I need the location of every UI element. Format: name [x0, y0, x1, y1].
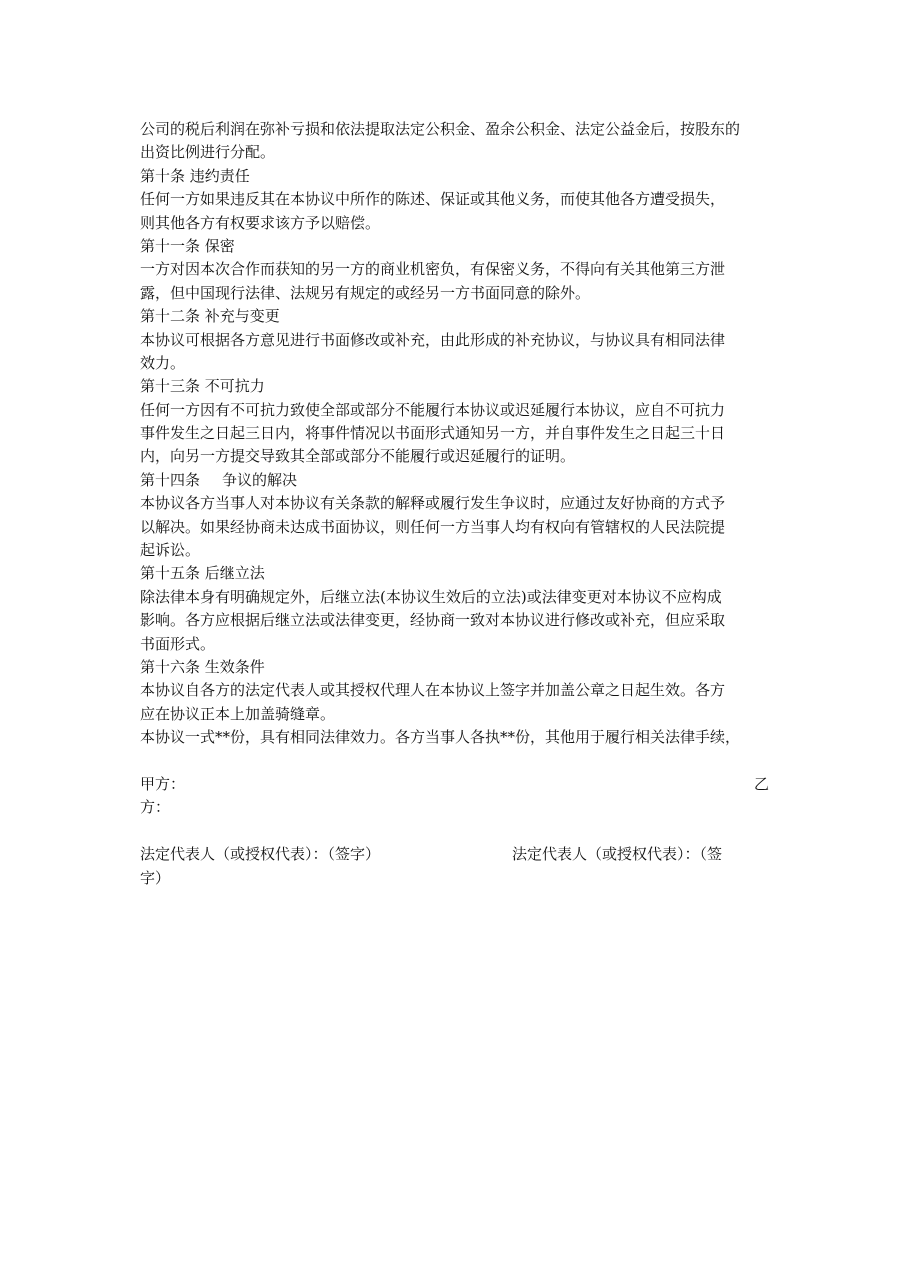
- text-line: 以解决。如果经协商未达成书面协议，则任何一方当事人均有权向有管辖权的人民法院提: [140, 517, 726, 536]
- party-a-label: 甲方：: [140, 774, 186, 793]
- text-line: 第十条 违约责任: [140, 166, 250, 185]
- text-line: 一方对因本次合作而获知的另一方的商业机密负，有保密义务，不得向有关其他第三方泄: [140, 260, 726, 279]
- text-line: 出资比例进行分配。: [140, 143, 276, 162]
- text-line: 起诉讼。: [140, 541, 201, 560]
- party-b-representative-signature: 法定代表人（或授权代表）：（签: [512, 845, 723, 864]
- text-line: 本协议可根据各方意见进行书面修改或补充，由此形成的补充协议，与协议具有相同法律: [140, 330, 726, 349]
- representative-row: [140, 843, 780, 866]
- party-b-label-rest: 方：: [140, 798, 171, 817]
- text-line: 任何一方因有不可抗力致使全部或部分不能履行本协议或迟延履行本协议，应自不可抗力: [140, 400, 726, 419]
- text-line: 影响。各方应根据后继立法或法律变更，经协商一致对本协议进行修改或补充，但应采取: [140, 611, 726, 630]
- clauses-top: [140, 118, 780, 469]
- party-b-label-first-char: 乙: [754, 774, 770, 793]
- text-line: 效力。: [140, 353, 186, 372]
- party-row: [140, 773, 780, 796]
- text-line: 应在协议正本上加盖骑缝章。: [140, 704, 336, 723]
- party-b-representative-signature-wrap: 字）: [140, 868, 171, 887]
- text-line: 本协议自各方的法定代表人或其授权代理人在本协议上签字并加盖公章之日起生效。各方: [140, 681, 726, 700]
- text-line: 第十六条 生效条件: [140, 657, 265, 676]
- text-line: 事件发生之日起三日内，将事件情况以书面形式通知另一方，并自事件发生之日起三十日: [140, 424, 726, 443]
- document-body: [140, 118, 780, 890]
- text-line: 内，向另一方提交导致其全部或部分不能履行或迟延履行的证明。: [140, 447, 576, 466]
- clause-14-title: 争议的解决: [222, 470, 298, 489]
- text-line: 第十一条 保密: [140, 236, 235, 255]
- text-line: 第十五条 后继立法: [140, 564, 265, 583]
- text-line: 任何一方如果违反其在本协议中所作的陈述、保证或其他义务，而使其他各方遭受损失，: [140, 190, 726, 209]
- party-b-row: [140, 796, 780, 819]
- clauses-bottom: [140, 492, 780, 749]
- party-a-representative-signature: 法定代表人（或授权代表）：（签字）: [140, 845, 381, 864]
- text-line: 书面形式。: [140, 634, 216, 653]
- text-line: 除法律本身有明确规定外，后继立法(本协议生效后的立法)或法律变更对本协议不应构成: [140, 587, 722, 606]
- text-line: 第十二条 补充与变更: [140, 307, 280, 326]
- text-line: 本协议一式**份，具有相同法律效力。各方当事人各执**份，其他用于履行相关法律手续，: [140, 728, 741, 747]
- text-line: 则其他各方有权要求该方予以赔偿。: [140, 213, 381, 232]
- representative-wrap-row: [140, 867, 780, 890]
- text-line: 本协议各方当事人对本协议有关条款的解释或履行发生争议时，应通过友好协商的方式予: [140, 494, 726, 513]
- clause-14-heading: [140, 469, 780, 492]
- clause-14-number: 第十四条: [140, 470, 201, 489]
- text-line: 公司的税后利润在弥补亏损和依法提取法定公积金、盈余公积金、法定公益金后，按股东的: [140, 120, 741, 138]
- text-line: 露，但中国现行法律、法规另有规定的或经另一方书面同意的除外。: [140, 283, 591, 302]
- text-line: 第十三条 不可抗力: [140, 377, 265, 396]
